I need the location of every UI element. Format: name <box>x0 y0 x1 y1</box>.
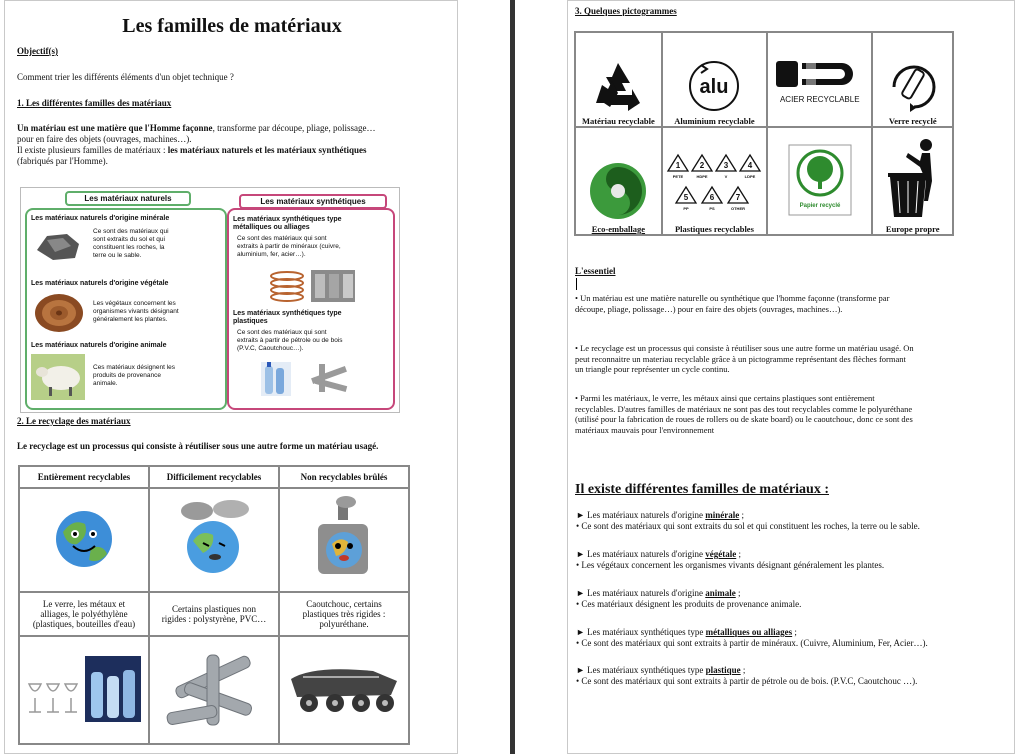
svg-text:HDPE: HDPE <box>696 174 708 179</box>
svg-text:OTHER: OTHER <box>731 206 746 211</box>
vegetal-text: Les végétaux concernent les organismes vivants désignant généralement les plantes. <box>93 300 179 323</box>
glass-bottle-recycle-icon <box>884 57 942 115</box>
svg-text:PS: PS <box>709 206 716 211</box>
pvc-pipes-image-cell <box>149 636 279 744</box>
document-page-right <box>567 0 1015 754</box>
copper-and-metal-image <box>267 266 359 306</box>
sick-earth-image <box>169 497 259 581</box>
svg-text:7: 7 <box>736 193 741 202</box>
section1-paragraph2-line2: (fabriqués par l'Homme). <box>17 156 108 166</box>
pictogram-table <box>574 31 954 236</box>
roller-skate-image <box>283 659 405 719</box>
happy-earth-image <box>49 504 119 574</box>
objectif-question: Comment trier les différents éléments d'un objet technique ? <box>17 72 234 82</box>
essentiel-point-1: • Un matériau est une matière naturelle ou synthétique que l'homme façonne (transforme par découpe, pliage, polissage…) pour en faire des objets (ouvrages, machines…). <box>575 293 890 314</box>
svg-text:LDPE: LDPE <box>745 174 756 179</box>
objectif-heading: Objectif(s) <box>17 46 58 56</box>
synthetic-materials-tab: Les matériaux synthétiques <box>239 194 387 209</box>
svg-text:alu: alu <box>699 76 729 98</box>
svg-text:Papier recyclé: Papier recyclé <box>799 203 841 209</box>
recycle-arrows-icon <box>588 59 648 115</box>
plastic-bottles-pipes-image <box>259 356 359 398</box>
burning-earth-image <box>304 494 384 584</box>
document-page-left <box>4 0 458 754</box>
section1-paragraph1: Un matériau est une matière que l'Homme façonne, transforme par découpe, pliage, polissage… <box>17 123 376 133</box>
recycle-desc-difficult: Certains plastiques non rigides : polystyrène, PVC… <box>149 592 279 636</box>
pictogram-eco-emballage: Eco-emballage <box>575 127 662 235</box>
plastic-resin-codes-icon <box>666 151 762 223</box>
family-animal: ► Les matériaux naturels d'origine animale ; • Ces matériaux désignent les produits de provenance animale. <box>576 588 802 609</box>
family-mineral: ► Les matériaux naturels d'origine minérale ; • Ce sont des matériaux qui sont extraits du sol et qui constituent les roches, la terre ou le sable. <box>576 510 920 531</box>
vegetal-title: Les matériaux naturels d'origine végétale <box>31 280 169 287</box>
materials-figure <box>20 187 400 413</box>
pictogram-europe-propre: Europe propre <box>872 127 953 235</box>
burning-earth-image-cell <box>279 488 409 592</box>
page-divider <box>510 0 515 754</box>
section2-heading: 2. Le recyclage des matériaux <box>17 416 131 426</box>
pictogram-recyclable: Matériau recyclable <box>575 32 662 127</box>
pictogram-steel <box>767 32 872 127</box>
alu-logo-icon <box>679 57 749 115</box>
svg-text:1: 1 <box>676 161 681 170</box>
plastic-title: Les matériaux synthétiques type plastiques <box>233 310 342 325</box>
green-dot-icon <box>586 159 650 223</box>
text-cursor <box>576 278 577 290</box>
section1-paragraph2: Il existe plusieurs familles de matériaux : les matériaux naturels et les matériaux synthétiques <box>17 145 367 155</box>
pictogram-aluminium: alu Aluminium recyclable <box>662 32 767 127</box>
essentiel-point-3: • Parmi les matériaux, le verre, les métaux ainsi que certains plastiques sont entièrement recyclables. D'autres familles de matériaux ne sont pas des tout recyclables comme le polyuréthane (utilisé pour la fabrication de roues de rollers ou de skate board) ou le caoutchouc, donc ce sont des matériaux mauvais pour l'environnement <box>575 393 913 435</box>
happy-earth-image-cell <box>19 488 149 592</box>
sick-earth-image-cell <box>149 488 279 592</box>
glass-bottles-image-cell <box>19 636 149 744</box>
recycle-header-burned: Non recyclables brûlés <box>279 466 409 488</box>
mineral-title: Les matériaux naturels d'origine minérale <box>31 215 170 222</box>
section1-paragraph1-line2: pour en faire des objets (ouvrages, machines…). <box>17 134 192 144</box>
recycle-header-full: Entièrement recyclables <box>19 466 149 488</box>
recycle-desc-burned: Caoutchouc, certains plastiques très rigides : polyuréthane. <box>279 592 409 636</box>
family-metal: ► Les matériaux synthétiques type métalliques ou alliages ; • Ce sont des matériaux qui sont extraits à partir de minéraux. (Cuivre, Aluminium, Fer, Acier…). <box>576 627 928 648</box>
family-vegetal: ► Les matériaux naturels d'origine végétale ; • Les végétaux concernent les organismes vivants désignant généralement les plantes. <box>576 549 885 570</box>
rock-image <box>33 230 83 264</box>
acier-recyclable-label: ACIER RECYCLABLE <box>779 95 860 104</box>
svg-text:5: 5 <box>684 193 689 202</box>
document-title: Les familles de matériaux <box>122 15 342 37</box>
svg-text:V: V <box>725 174 728 179</box>
section1-heading: 1. Les différentes familles des matériaux <box>17 98 172 108</box>
svg-text:PETE: PETE <box>673 174 684 179</box>
recycled-paper-tree-icon <box>785 143 855 217</box>
svg-text:PP: PP <box>683 206 690 211</box>
svg-text:4: 4 <box>748 161 753 170</box>
pictogram-glass: Verre recyclé <box>872 32 953 127</box>
recycle-header-difficult: Difficilement recyclables <box>149 466 279 488</box>
pictogram-paper <box>767 127 872 235</box>
section3-heading: 3. Quelques pictogrammes <box>575 6 677 16</box>
pictogram-plastics: 1 2 3 4 5 6 7 PETE HDPE V LDPE PP PS OTHER Plastiques recyclables <box>662 127 767 235</box>
recycling-table <box>18 465 410 745</box>
family-plastic: ► Les matériaux synthétiques type plastique ; • Ce sont des matériaux qui sont extraits à partir de pétrole ou de bois. (P.V.C, Caoutchouc …). <box>576 665 918 686</box>
animal-title: Les matériaux naturels d'origine animale <box>31 342 167 349</box>
metal-title: Les matériaux synthétiques type métalliques ou alliages <box>233 216 342 231</box>
animal-text: Ces matériaux désignent les produits de provenance animale. <box>93 364 176 387</box>
essentiel-point-2: • Le recyclage est un processus qui consiste à réutiliser sous une autre forme un matériau usagé. On peut reconnaitre un materiau recyclable grâce à un pictogramme représentant des flèches formant un triangle pour représenter un cycle continu. <box>575 343 914 374</box>
svg-text:2: 2 <box>700 161 705 170</box>
metal-text: Ce sont des matériaux qui sont extraits à partir de minéraux (cuivre, aluminium, fer, acier…). <box>237 235 341 258</box>
steel-magnet-icon <box>772 55 868 93</box>
section2-text: Le recyclage est un processus qui consiste à réutiliser sous une autre forme un matériau usagé. <box>17 441 379 451</box>
mineral-text: Ce sont des matériaux qui sont extraits du sol et qui constituent les roches, la terre ou le sable. <box>93 228 169 259</box>
svg-text:6: 6 <box>710 193 715 202</box>
roller-skate-image-cell <box>279 636 409 744</box>
pvc-pipes-image <box>153 641 275 737</box>
families-heading: Il existe différentes familles de matériaux : <box>575 482 830 497</box>
sheep-image <box>31 354 85 400</box>
glass-and-bottles-image <box>23 654 145 724</box>
wood-log-image <box>33 292 85 334</box>
svg-text:3: 3 <box>724 161 729 170</box>
essentiel-heading: L'essentiel <box>575 266 616 276</box>
natural-materials-tab: Les matériaux naturels <box>65 191 191 206</box>
tidyman-bin-icon <box>880 137 946 223</box>
recycle-desc-full: Le verre, les métaux et alliages, le polyéthylène (plastiques, bouteilles d'eau) <box>19 592 149 636</box>
plastic-text: Ce sont des matériaux qui sont extraits à partir de pétrole ou de bois (P.V.C, Caoutchouc…). <box>237 329 343 352</box>
